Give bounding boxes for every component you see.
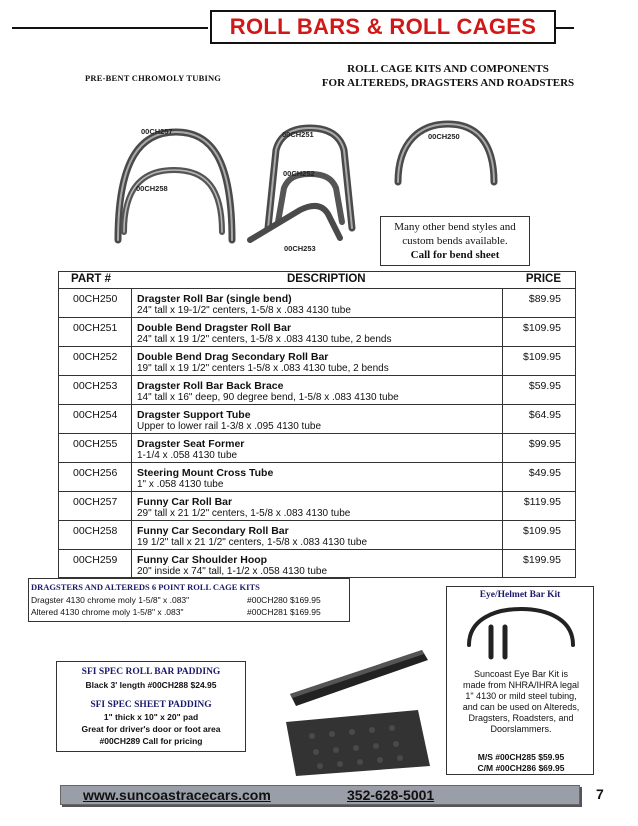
column-divider xyxy=(131,521,132,549)
part-name: Funny Car Roll Bar xyxy=(137,496,233,508)
column-divider xyxy=(131,434,132,462)
padding-heading-sheet: SFI SPEC SHEET PADDING xyxy=(90,700,212,710)
subtitle-right-line2: FOR ALTEREDS, DRAGSTERS AND ROADSTERS xyxy=(321,77,575,89)
column-divider xyxy=(502,550,503,578)
padding-images xyxy=(282,636,432,776)
column-divider xyxy=(131,376,132,404)
table-row xyxy=(59,549,575,578)
column-divider xyxy=(131,347,132,375)
part-detail: 29" tall x 21 1/2" centers, 1-5/8 x .083 4130 tube xyxy=(137,508,351,519)
kit-dragster-code: #00CH280 $169.95 xyxy=(247,595,321,605)
part-number: 00CH258 xyxy=(73,525,118,537)
part-detail: 14" tall x 16" deep, 90 degree bend, 1-5/8 x .083 4130 tube xyxy=(137,392,399,403)
part-name: Funny Car Shoulder Hoop xyxy=(137,554,268,566)
column-divider xyxy=(502,318,503,346)
table-row xyxy=(59,346,575,375)
part-number: 00CH259 xyxy=(73,554,118,566)
sheet-padding-image xyxy=(286,710,430,776)
part-price: $109.95 xyxy=(523,351,561,363)
part-price: $119.95 xyxy=(523,496,561,508)
eye-kit-desc-line: made from NHRA/IHRA legal xyxy=(462,680,580,690)
column-divider xyxy=(502,405,503,433)
column-divider xyxy=(502,347,503,375)
part-name: Double Bend Dragster Roll Bar xyxy=(137,322,292,334)
roll-bar-00CH253-image xyxy=(250,206,340,240)
phone-number[interactable]: 352-628-5001 xyxy=(347,787,435,803)
part-price: $59.95 xyxy=(528,380,561,392)
padding-heading-roll-bar: SFI SPEC ROLL BAR PADDING xyxy=(81,667,221,677)
column-divider xyxy=(131,289,132,317)
column-divider xyxy=(502,289,503,317)
eye-kit-price-ms: M/S #00CH285 $59.95 xyxy=(477,752,565,762)
eye-kit-desc-line: 1" 4130 or mild steel tubing, xyxy=(465,691,577,701)
part-price: $49.95 xyxy=(528,467,561,479)
padding-box xyxy=(56,661,246,752)
header-part: PART # xyxy=(71,273,112,285)
roll-bar-00CH258-image xyxy=(124,170,222,232)
kits-heading: DRAGSTERS AND ALTEREDS 6 POINT ROLL CAGE KITS xyxy=(31,582,260,592)
part-name: Dragster Seat Former xyxy=(137,438,245,450)
part-name: Double Bend Drag Secondary Roll Bar xyxy=(137,351,329,363)
table-header xyxy=(59,272,575,288)
column-divider xyxy=(502,492,503,520)
column-divider xyxy=(502,434,503,462)
header-description: DESCRIPTION xyxy=(287,273,366,285)
image-label: 00CH251 xyxy=(282,130,314,139)
page-number: 7 xyxy=(596,786,604,802)
kit-altered-code: #00CH281 $169.95 xyxy=(247,607,321,617)
part-detail: 24" tall x 19 1/2" centers, 1-5/8 x .083 4130 tube, 2 bends xyxy=(137,334,392,345)
part-name: Dragster Support Tube xyxy=(137,409,251,421)
part-detail: 24" tall x 19-1/2" centers, 1-5/8 x .083 4130 tube xyxy=(137,305,351,316)
table-row xyxy=(59,433,575,462)
column-divider xyxy=(131,405,132,433)
part-number: 00CH257 xyxy=(73,496,118,508)
custom-bend-note xyxy=(380,216,530,266)
eye-bar-kit-image xyxy=(461,605,581,661)
part-number: 00CH256 xyxy=(73,467,118,479)
note-line1: Many other bend styles and xyxy=(394,221,516,233)
table-row xyxy=(59,491,575,520)
eye-kit-price-cm: C/M #00CH286 $69.95 xyxy=(477,763,565,773)
part-number: 00CH252 xyxy=(73,351,118,363)
kit-dragster-desc: Dragster 4130 chrome moly 1-5/8" x .083" xyxy=(31,595,190,605)
table-row xyxy=(59,462,575,491)
image-label: 00CH252 xyxy=(283,169,315,178)
part-name: Steering Mount Cross Tube xyxy=(137,467,274,479)
eye-bar-kit-box xyxy=(446,586,594,775)
column-divider xyxy=(502,376,503,404)
eye-kit-desc-line: Doorslammers. xyxy=(490,724,552,734)
header-price: PRICE xyxy=(525,273,561,285)
part-price: $199.95 xyxy=(523,554,561,566)
part-number: 00CH254 xyxy=(73,409,118,421)
part-number: 00CH251 xyxy=(73,322,118,334)
page-title: ROLL BARS & ROLL CAGES xyxy=(210,10,556,44)
part-number: 00CH255 xyxy=(73,438,118,450)
website-link[interactable]: www.suncoastracecars.com xyxy=(83,787,271,803)
part-price: $89.95 xyxy=(528,293,561,305)
subtitle-right-line1: ROLL CAGE KITS AND COMPONENTS xyxy=(347,63,549,75)
table-row xyxy=(59,520,575,549)
eye-kit-desc-line: and can be used on Altereds, xyxy=(462,702,580,712)
footer-bar xyxy=(60,785,580,805)
table-row xyxy=(59,317,575,346)
roll-cage-kits-box xyxy=(28,578,350,622)
part-detail: 20" inside x 74" tall, 1-1/2 x .058 4130 tube xyxy=(137,566,328,577)
part-number: 00CH253 xyxy=(73,380,118,392)
padding-sheet-line1: 1" thick x 10" x 20" pad xyxy=(103,712,199,722)
column-divider xyxy=(131,550,132,578)
part-detail: 1" x .058 4130 tube xyxy=(137,479,224,490)
image-label: 00CH258 xyxy=(136,184,168,193)
part-price: $64.95 xyxy=(528,409,561,421)
eye-kit-desc-line: Dragsters, Roadsters, and xyxy=(468,713,574,723)
roll-bar-padding-image xyxy=(290,650,428,706)
part-detail: Upper to lower rail 1-3/8 x .095 4130 tube xyxy=(137,421,321,432)
image-label: 00CH253 xyxy=(284,244,316,253)
column-divider xyxy=(131,318,132,346)
column-divider xyxy=(502,521,503,549)
part-price: $109.95 xyxy=(523,525,561,537)
note-line2: custom bends available. xyxy=(402,235,508,247)
table-row xyxy=(59,404,575,433)
column-divider xyxy=(131,492,132,520)
padding-sheet-line2: Great for driver's door or foot area xyxy=(81,724,221,734)
eye-kit-desc-line: Suncoast Eye Bar Kit is xyxy=(473,669,569,679)
part-detail: 19" tall x 19 1/2" centers 1-5/8 x .083 4130 tube, 2 bends xyxy=(137,363,389,374)
part-name: Dragster Roll Bar Back Brace xyxy=(137,380,284,392)
kit-altered-desc: Altered 4130 chrome moly 1-5/8" x .083" xyxy=(31,607,184,617)
part-detail: 1-1/4 x .058 4130 tube xyxy=(137,450,238,461)
column-divider xyxy=(131,463,132,491)
image-label: 00CH257 xyxy=(141,127,173,136)
padding-roll-bar-line: Black 3' length #00CH288 $24.95 xyxy=(85,680,217,690)
part-price: $99.95 xyxy=(528,438,561,450)
part-detail: 19 1/2" tall x 21 1/2" centers, 1-5/8 x .083 4130 tube xyxy=(137,537,368,548)
subtitle-left: PRE-BENT CHROMOLY TUBING xyxy=(85,73,222,83)
note-line3: Call for bend sheet xyxy=(410,249,500,261)
table-row xyxy=(59,375,575,404)
price-table xyxy=(58,271,576,578)
image-label: 00CH250 xyxy=(428,132,460,141)
part-name: Funny Car Secondary Roll Bar xyxy=(137,525,289,537)
roll-bar-images xyxy=(0,0,638,270)
padding-sheet-line3: #00CH289 Call for pricing xyxy=(99,736,203,746)
eye-kit-heading: Eye/Helmet Bar Kit xyxy=(479,590,561,600)
column-divider xyxy=(502,463,503,491)
table-row xyxy=(59,288,575,317)
part-name: Dragster Roll Bar (single bend) xyxy=(137,293,292,305)
eye-kit-description xyxy=(453,669,589,735)
part-price: $109.95 xyxy=(523,322,561,334)
part-number: 00CH250 xyxy=(73,293,118,305)
